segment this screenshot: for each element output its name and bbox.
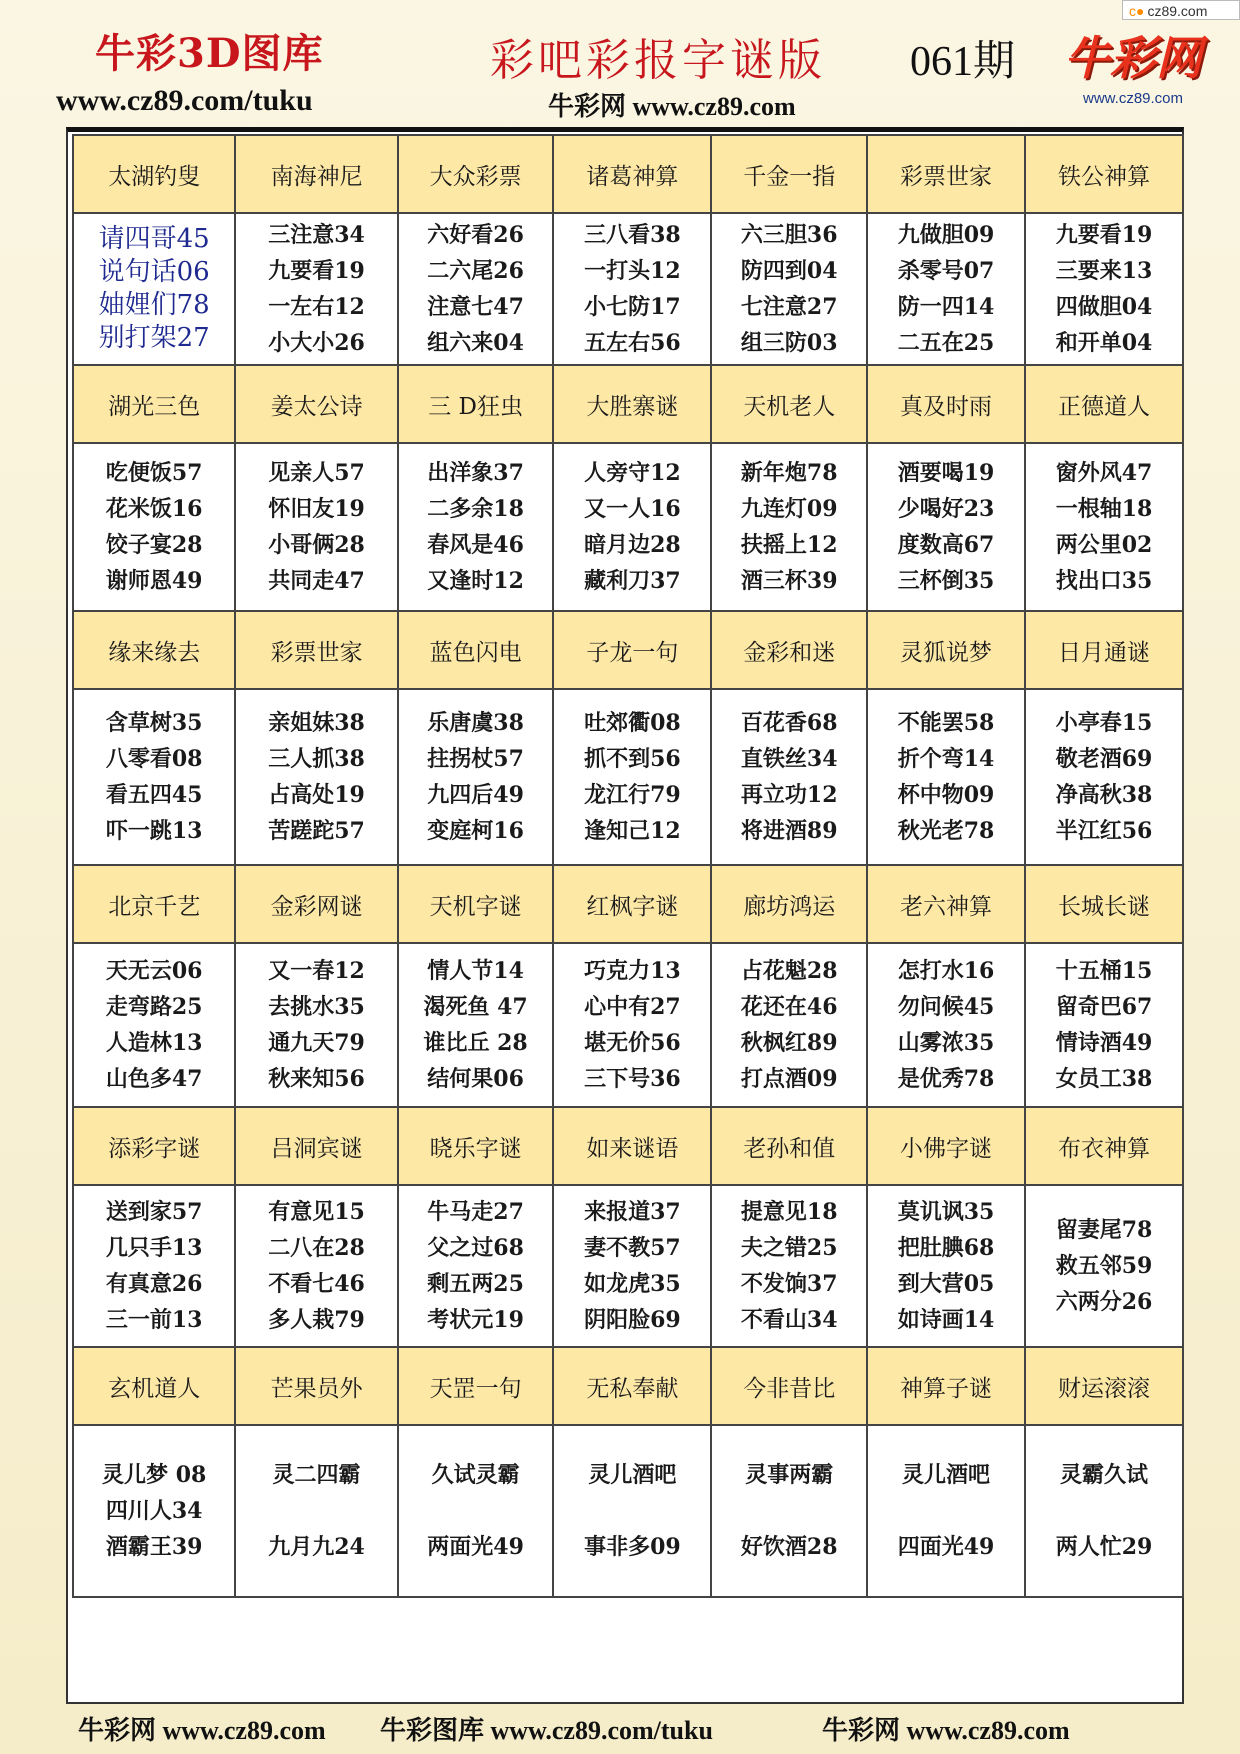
riddle-line: 小哥俩28 [268,532,365,558]
riddle-line: 请四哥45 [98,224,210,254]
riddle-line: 八零看08 [105,746,203,772]
riddle-line: 二多余18 [427,496,524,522]
riddle-line: 两人忙29 [1055,1534,1153,1560]
riddle-line: 见亲人57 [268,460,365,486]
riddle-line: 九月九24 [268,1534,365,1560]
riddle-line: 乐唐虞38 [427,710,524,736]
prediction-cell [73,213,235,365]
riddle-line: 杀零号07 [897,258,995,284]
riddle-line: 久试灵霸 [431,1462,520,1488]
prediction-cell [711,213,867,365]
riddle-line: 人造林13 [105,1030,203,1056]
prediction-row [73,943,1183,1107]
riddle-line: 事非多09 [584,1534,681,1560]
column-header: 玄机道人 [73,1347,235,1425]
riddle-line: 九要看19 [1055,222,1153,248]
riddle-line [237,1493,395,1529]
riddle-line: 又一人16 [584,496,681,522]
header-row [73,135,1183,213]
riddle-line: 一根轴18 [1055,496,1153,522]
riddle-line: 几只手13 [105,1235,203,1261]
logo-url: www.cz89.com [1082,90,1184,107]
riddle-line: 春风是46 [427,532,524,558]
column-header: 无私奉献 [553,1347,711,1425]
column-header: 布衣神算 [1025,1107,1183,1185]
riddle-line: 妻不教57 [584,1235,681,1261]
prediction-cell [398,1185,554,1347]
prediction-cell [553,1425,711,1597]
column-header: 子龙一句 [553,611,711,689]
column-header: 真及时雨 [867,365,1025,443]
prediction-cell [235,943,397,1107]
riddle-line: 父之过68 [427,1235,524,1261]
column-header: 添彩字谜 [73,1107,235,1185]
riddle-line: 巧克力13 [584,958,681,984]
riddle-line: 藏利刀37 [584,568,681,594]
riddle-line: 留奇巴67 [1055,994,1153,1020]
riddle-line [555,1493,709,1529]
column-header: 三 D狂虫 [398,365,554,443]
riddle-line: 有意见15 [268,1199,365,1225]
column-header: 诸葛神算 [553,135,711,213]
riddle-line: 二五在25 [897,330,995,356]
header-row [73,1347,1183,1425]
prediction-cell [1025,1425,1183,1597]
riddle-line: 牛马走27 [427,1199,524,1225]
riddle-line: 不发饷37 [740,1271,838,1297]
column-header: 天机老人 [711,365,867,443]
column-header: 缘来缘去 [73,611,235,689]
prediction-cell [398,943,554,1107]
riddle-line: 暗月边28 [584,532,681,558]
column-header: 今非昔比 [711,1347,867,1425]
riddle-line: 小七防17 [584,294,681,320]
riddle-line: 窗外风47 [1055,460,1153,486]
column-header: 北京千艺 [73,865,235,943]
footer [0,1706,1240,1746]
issue-number: 061期 [910,39,1016,85]
riddle-line: 阴阳脸69 [584,1307,681,1333]
riddle-line: 七注意27 [740,294,838,320]
riddle-line: 小大小26 [268,330,365,356]
riddle-line: 不看山34 [740,1307,838,1333]
prediction-cell [235,1425,397,1597]
riddle-line: 通九天79 [268,1030,365,1056]
header-row [73,865,1183,943]
column-header: 大众彩票 [398,135,554,213]
riddle-line: 天无云06 [105,958,203,984]
column-header: 湖光三色 [73,365,235,443]
riddle-line: 和开单04 [1055,330,1153,356]
prediction-cell [1025,689,1183,865]
riddle-line: 走弯路25 [105,994,203,1020]
riddle-line: 打点酒09 [740,1066,838,1092]
riddle-line: 灵儿梦 08 [102,1462,207,1488]
riddle-line: 六三胆36 [740,222,838,248]
column-header: 灵狐说梦 [867,611,1025,689]
riddle-line: 三人抓38 [268,746,365,772]
riddle-line: 少喝好23 [897,496,995,522]
column-header: 小佛字谜 [867,1107,1025,1185]
brand-title: 牛彩3D图库 [95,30,324,77]
footer-link-middle[interactable]: 牛彩图库 www.cz89.com/tuku [380,1716,713,1745]
prediction-cell [73,1185,235,1347]
riddle-table [72,134,1184,1598]
riddle-line: 两面光49 [427,1534,524,1560]
column-header: 日月通谜 [1025,611,1183,689]
prediction-cell [553,943,711,1107]
prediction-cell [235,1185,397,1347]
riddle-line: 女员工38 [1055,1066,1153,1092]
riddle-line: 扶摇上12 [740,532,838,558]
column-header: 吕洞宾谜 [235,1107,397,1185]
prediction-cell [1025,1185,1183,1347]
riddle-line: 小亭春15 [1055,710,1153,736]
riddle-line: 秋枫红89 [740,1030,838,1056]
riddle-line: 占花魁28 [740,958,838,984]
column-header: 南海神尼 [235,135,397,213]
riddle-line: 秋来知56 [268,1066,365,1092]
column-header: 彩票世家 [235,611,397,689]
riddle-line: 找出口35 [1055,568,1153,594]
riddle-line: 净高秋38 [1055,782,1153,808]
riddle-line: 吓一跳13 [105,818,203,844]
riddle-line: 花米饭16 [105,496,203,522]
riddle-line: 到大营05 [897,1271,995,1297]
riddle-line: 看五四45 [105,782,203,808]
prediction-cell [398,443,554,611]
riddle-line: 堪无价56 [584,1030,681,1056]
riddle-line: 又一春12 [268,958,365,984]
footer-link-right[interactable]: 牛彩网 www.cz89.com [822,1716,1070,1745]
column-header: 蓝色闪电 [398,611,554,689]
prediction-cell [711,943,867,1107]
column-header: 正德道人 [1025,365,1183,443]
header-row [73,365,1183,443]
riddle-line: 饺子宴28 [105,532,203,558]
column-header: 芒果员外 [235,1347,397,1425]
column-header: 晓乐字谜 [398,1107,554,1185]
riddle-line: 谢师恩49 [105,568,203,594]
prediction-cell [235,443,397,611]
riddle-line: 心中有27 [584,994,681,1020]
prediction-cell [73,443,235,611]
riddle-line: 渴死鱼 47 [423,994,528,1020]
riddle-line: 注意七47 [427,294,524,320]
prediction-cell [867,943,1025,1107]
prediction-cell [398,689,554,865]
riddle-line: 不能罢58 [897,710,995,736]
riddle-line: 救五邻59 [1055,1253,1153,1279]
riddle-line: 一打头12 [584,258,681,284]
column-header: 太湖钓叟 [73,135,235,213]
riddle-line: 花还在46 [740,994,838,1020]
column-header: 彩票世家 [867,135,1025,213]
riddle-line: 多人栽79 [268,1307,365,1333]
riddle-line: 酒霸王39 [105,1534,203,1560]
riddle-line [1027,1493,1181,1529]
column-header: 金彩和迷 [711,611,867,689]
prediction-row [73,1425,1183,1597]
riddle-line: 来报道37 [584,1199,681,1225]
riddle-line: 勿问候45 [897,994,995,1020]
riddle-line: 三下号36 [584,1066,681,1092]
riddle-line: 是优秀78 [897,1066,995,1092]
riddle-line: 如诗画14 [897,1307,995,1333]
column-header: 姜太公诗 [235,365,397,443]
riddle-line: 秋光老78 [897,818,995,844]
column-header: 金彩网谜 [235,865,397,943]
prediction-cell [553,213,711,365]
riddle-line: 灵儿酒吧 [902,1462,991,1488]
riddle-line: 防四到04 [740,258,838,284]
riddle-line: 酒三杯39 [740,568,838,594]
column-header: 长城长谜 [1025,865,1183,943]
prediction-cell [1025,943,1183,1107]
prediction-cell [867,213,1025,365]
riddle-line: 莫讥讽35 [897,1199,995,1225]
riddle-line: 出洋象37 [427,460,524,486]
riddle-line: 把肚腆68 [897,1235,995,1261]
riddle-line: 苦蹉跎57 [268,818,365,844]
riddle-line: 直铁丝34 [740,746,838,772]
riddle-line: 夫之错25 [740,1235,838,1261]
riddle-line: 如龙虎35 [584,1271,681,1297]
riddle-line: 敬老酒69 [1055,746,1153,772]
prediction-cell [398,213,554,365]
riddle-line: 组六来04 [427,330,524,356]
riddle-line: 二八在28 [268,1235,365,1261]
column-header: 老六神算 [867,865,1025,943]
riddle-line: 情诗酒49 [1055,1030,1153,1056]
riddle-line: 提意见18 [740,1199,838,1225]
prediction-cell [1025,443,1183,611]
riddle-line: 不看七46 [268,1271,365,1297]
riddle-line: 逢知己12 [584,818,681,844]
page-title: 彩吧彩报字谜版 [490,35,826,86]
prediction-cell [711,689,867,865]
logo[interactable] [1058,22,1208,110]
riddle-line: 灵事两霸 [745,1462,834,1488]
riddle-line: 灵儿酒吧 [588,1462,677,1488]
riddle-line: 三八看38 [584,222,681,248]
riddle-line: 含草树35 [105,710,203,736]
riddle-line: 六好看26 [427,222,524,248]
dots-icon: c● [1129,3,1145,19]
prediction-cell [553,443,711,611]
riddle-line: 考状元19 [427,1307,524,1333]
riddle-line: 再立功12 [740,782,838,808]
prediction-cell [553,1185,711,1347]
riddle-line: 六两分26 [1055,1289,1153,1315]
column-header: 廊坊鸿运 [711,865,867,943]
riddle-line: 三一前13 [105,1307,203,1333]
header-row [73,611,1183,689]
riddle-line: 抓不到56 [584,746,681,772]
column-header: 天机字谜 [398,865,554,943]
riddle-line [713,1493,865,1529]
riddle-line [400,1493,552,1529]
riddle-line: 三要来13 [1055,258,1153,284]
riddle-line: 谁比丘 28 [423,1030,528,1056]
riddle-line: 妯娌们78 [98,290,210,320]
riddle-line: 人旁守12 [584,460,681,486]
riddle-line: 度数高67 [897,532,995,558]
column-header: 神算子谜 [867,1347,1025,1425]
column-header: 老孙和值 [711,1107,867,1185]
riddle-line: 情人节14 [427,958,524,984]
prediction-cell [398,1425,554,1597]
riddle-line: 酒要喝19 [897,460,995,486]
riddle-line: 亲姐妹38 [268,710,365,736]
prediction-cell [867,1425,1025,1597]
riddle-line: 九四后49 [427,782,524,808]
riddle-line: 折个弯14 [897,746,995,772]
prediction-cell [235,689,397,865]
riddle-line: 百花香68 [740,710,838,736]
prediction-row [73,689,1183,865]
logo-text: 牛彩网 [1064,31,1202,85]
prediction-cell [711,1425,867,1597]
riddle-line: 四做胆04 [1055,294,1153,320]
riddle-line: 两公里02 [1055,532,1153,558]
riddle-line: 三杯倒35 [897,568,995,594]
riddle-line [869,1493,1023,1529]
prediction-cell [235,213,397,365]
riddle-line: 变庭柯16 [427,818,524,844]
riddle-line: 杯中物09 [897,782,995,808]
riddle-line: 四川人34 [105,1498,203,1524]
column-header: 千金一指 [711,135,867,213]
corner-site-tag[interactable] [1122,0,1240,20]
riddle-line: 三注意34 [268,222,365,248]
riddle-line: 去挑水35 [268,994,365,1020]
riddle-line: 有真意26 [105,1271,203,1297]
riddle-line: 二六尾26 [427,258,524,284]
riddle-line: 别打架27 [98,323,210,353]
riddle-line: 吃便饭57 [105,460,203,486]
column-header: 红枫字谜 [553,865,711,943]
prediction-cell [73,689,235,865]
riddle-line: 一左右12 [268,294,365,320]
prediction-cell [553,689,711,865]
column-header: 铁公神算 [1025,135,1183,213]
prediction-row [73,443,1183,611]
riddle-line: 结何果06 [427,1066,524,1092]
corner-site-text: cz89.com [1147,3,1208,19]
prediction-cell [1025,213,1183,365]
riddle-line: 山雾浓35 [897,1030,995,1056]
site-link[interactable]: 牛彩网 www.cz89.com [548,92,796,121]
prediction-row [73,1185,1183,1347]
prediction-cell [867,689,1025,865]
riddle-line: 九连灯09 [740,496,838,522]
riddle-line: 灵二四霸 [272,1462,361,1488]
prediction-cell [867,443,1025,611]
riddle-line: 九做胆09 [897,222,995,248]
column-header: 如来谜语 [553,1107,711,1185]
footer-link-left[interactable]: 牛彩网 www.cz89.com [78,1716,326,1745]
riddle-line: 新年炮78 [740,460,838,486]
riddle-line: 怀旧友19 [268,496,365,522]
column-header: 大胜寨谜 [553,365,711,443]
prediction-cell [711,443,867,611]
riddle-line: 四面光49 [897,1534,995,1560]
prediction-cell [73,1425,235,1597]
riddle-line: 九要看19 [268,258,365,284]
riddle-line: 怎打水16 [897,958,995,984]
prediction-cell [711,1185,867,1347]
riddle-line: 共同走47 [268,568,365,594]
riddle-line: 灵霸久试 [1059,1462,1148,1488]
riddle-line: 送到家57 [105,1199,203,1225]
riddle-line: 说句话06 [98,257,210,287]
column-header: 天罡一句 [398,1347,554,1425]
brand-url[interactable]: www.cz89.com/tuku [56,84,313,117]
riddle-line: 好饮酒28 [740,1534,838,1560]
riddle-line: 龙江行79 [584,782,681,808]
prediction-row [73,213,1183,365]
riddle-line: 留妻尾78 [1055,1217,1153,1243]
riddle-line: 拄拐杖57 [427,746,524,772]
prediction-cell [867,1185,1025,1347]
prediction-cell [73,943,235,1107]
riddle-line: 占高处19 [268,782,365,808]
riddle-line: 又逢时12 [427,568,524,594]
riddle-line: 山色多47 [105,1066,203,1092]
column-header: 财运滚滚 [1025,1347,1183,1425]
riddle-line: 将进酒89 [740,818,838,844]
riddle-line: 剩五两25 [427,1271,524,1297]
riddle-line: 组三防03 [740,330,838,356]
riddle-line: 吐郊衢08 [584,710,681,736]
riddle-line: 五左右56 [584,330,681,356]
riddle-line: 防一四14 [897,294,995,320]
header-row [73,1107,1183,1185]
riddle-line: 十五桶15 [1055,958,1153,984]
riddle-line: 半江红56 [1055,818,1153,844]
